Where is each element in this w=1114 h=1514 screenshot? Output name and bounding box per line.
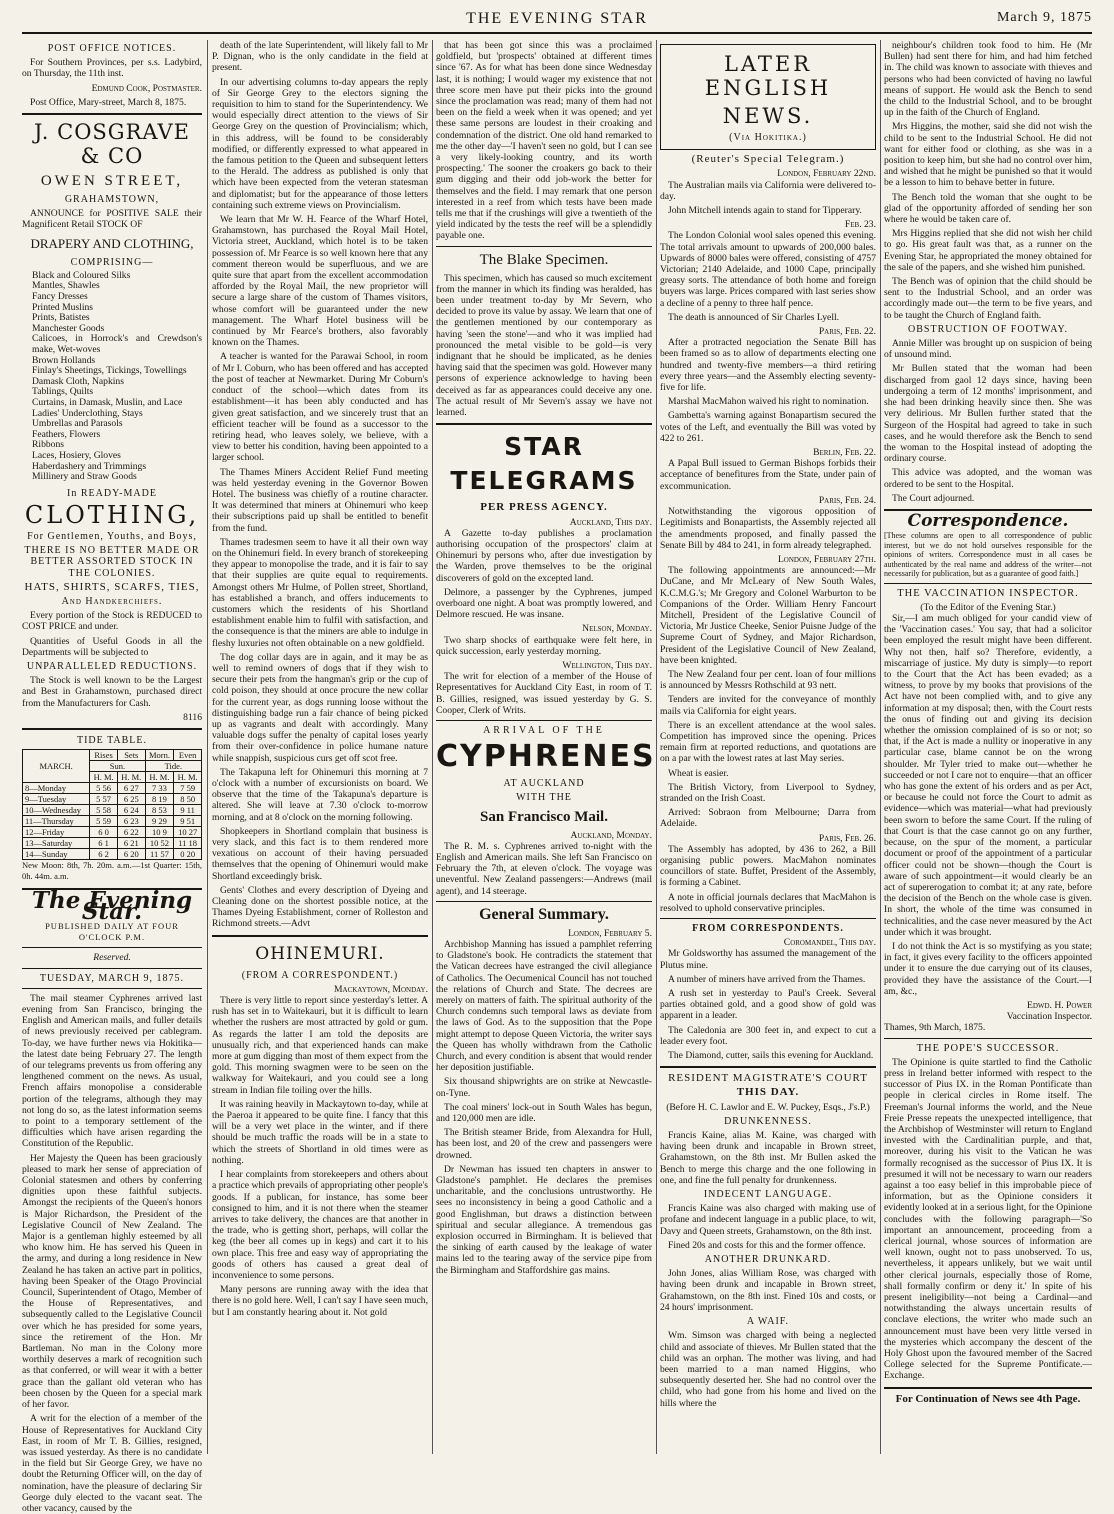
tide-cell: 7 59: [174, 783, 202, 794]
popes-successor-heading: THE POPE'S SUCCESSOR.: [916, 1042, 1060, 1054]
advert-item-list: [22, 271, 202, 483]
court-paragraph: Francis Kaine, alias M. Kaine, was charged with having been drunk and incapable in Brown street, Grahamstown, on the 8th inst. Mr Bullen asked the Bench to merge this charge and the one following in one, and fine the full penalty for drunkenness.: [660, 1130, 876, 1186]
tide-cell: 5 58: [90, 805, 118, 816]
correspondents-paragraph: A number of miners have arrived from the Thames.: [668, 973, 866, 985]
english-dateline: Paris, Feb. 26.: [818, 832, 876, 844]
column-rule: [207, 40, 208, 1454]
english-paragraph: Arrived: Sobraon from Melbourne; Darra from Adelaide.: [660, 807, 876, 830]
english-dateline: Paris, Feb. 22.: [818, 326, 876, 338]
advert-item: Umbrellas and Parasols: [32, 418, 123, 430]
english-dateline: London, February 27th.: [777, 553, 876, 565]
advert-item: Printed Muslins: [32, 301, 94, 313]
tide-cell: 7 33: [145, 783, 174, 794]
court-subheading: DRUNKENNESS.: [724, 1115, 812, 1127]
tide-cell: 6 20: [117, 849, 145, 860]
tide-cell: 11—Thursday: [23, 816, 90, 827]
news-paragraph: The dog collar days are in again, and it may be as well to remind owners of dogs that if they wish to secure their pets from the hangman's grip or the cup of cold poison, they should at once procure the new collar for the current year, as dogs running loose without the distinguishing badge run a fair chance of being picked up as vagrants and dealt with accordingly. Many valuable dogs suffer the penalty of capital loses yearly from their over-confidence in police humane nature while snappish, suspicious curs get off scot free.: [212, 651, 428, 764]
english-dateline: Feb. 23.: [844, 219, 876, 231]
post-office-signature: Edmund Cook, Postmaster.: [91, 82, 202, 94]
advert-item: Fancy Dresses: [32, 291, 88, 303]
advert-item: Calicoes, in Horrock's and Crewdson's make, Wet-woves: [32, 333, 202, 355]
court-paragraph: The Bench was of opinion that the child should be sent to the Industrial School, and an order was accordingly made out—the term to be five years, and to be taught the Church of England faith.: [884, 276, 1092, 321]
telegram-dateline: Wellington, This day.: [562, 659, 652, 671]
court-paragraph: neighbour's children took food to him. He (Mr Bullen) had sent there for him, and had him fetched in. The child was known to associate with thieves and persons who had been convicted of having no lawful means of support. He would ask the Bench to send the child to the Industrial School, and to be brought up in the faith of the Church of England.: [884, 40, 1092, 119]
advert-firm-name: J. COSGRAVE & CO: [33, 120, 190, 169]
column-4: [660, 40, 876, 1458]
column-5: [884, 40, 1092, 1458]
advert-item: Damask Cloth, Napkins: [32, 375, 124, 387]
english-paragraph: Marshal MacMahon waived his right to nomination.: [668, 396, 869, 408]
ohinemuri-paragraph: There is very little to report since yesterday's letter. A rush has set in to Waitekauri, but it is difficult to learn whether the rushers are most attracted by gold or gum. As regards the latter I am told the deposits are unusually rich, and that experienced hands can make more at gum digging than most of them expect from the gold. This morning swagmen were to be seen on the walkway for Waitekauri, and you could see a long stream in Indian file toiling over the hills.: [212, 995, 428, 1096]
column-3: [436, 40, 656, 1458]
tide-cell: 6 25: [117, 794, 145, 805]
english-dateline: Berlin, Feb. 22.: [813, 447, 876, 459]
court-subheading: INDECENT LANGUAGE.: [703, 1189, 833, 1201]
english-paragraph: A Papal Bull issued to German Bishops forbids their acceptance of benefitures from the State, under pain of excommunication.: [660, 458, 876, 492]
summary-paragraph: The British steamer Bride, from Alexandra for Hull, has been lost, and 20 of the crew and passengers were drowned.: [436, 1127, 652, 1161]
paper-published: PUBLISHED DAILY AT FOUR O'CLOCK P.M.: [45, 920, 179, 943]
english-paragraph: There is an excellent attendance at the wool sales. Competition has improved since the opening. Prices remain firm at reported reductions, and quotations are on a par with the lowest rates at last May series.: [660, 719, 876, 765]
divider: [436, 246, 652, 247]
tide-row: [23, 827, 202, 838]
telegram-paragraph: The writ for election of a member of the House of Representatives for Auckland City East, in room of T. B. Gillies, resigned, was issued yesterday by G. S. Cooper, Clerk of Writs.: [436, 671, 652, 716]
tide-cell: 6 23: [117, 816, 145, 827]
tide-cell: 6 24: [117, 805, 145, 816]
tide-cell: 6 0: [90, 827, 118, 838]
tide-cell: 0 20: [174, 849, 202, 860]
divider: [212, 935, 428, 937]
court-paragraph: Wm. Simson was charged with being a neglected child and associate of thieves. Mr Bullen stated that the child was an orphan. The mother was living, and had been married to a man named Higgins, who subsequently deserted her. She had no control over the child, who had gone from his home and lived on the hills where the: [660, 1330, 876, 1409]
advert-street: OWEN STREET,: [40, 173, 184, 190]
tide-unit: H. M.: [90, 772, 118, 783]
advert-better-stock: THERE IS NO BETTER MADE OR BETTER ASSORTED STOCK IN THE COLONIES.: [24, 545, 200, 579]
divider: [22, 113, 202, 115]
english-paragraph: The death is announced of Sir Charles Lyell.: [668, 311, 840, 323]
column-2: [212, 40, 428, 1458]
popes-successor-paragraph: The Opinione is quite startled to find the Catholic press in Ireland better informed with respect to the successor of Pius IX. in the Roman Pontificate than people in clerical circles in Rome itself. The Freeman's Journal informs the world, and the Neue Freie Presse repeats the unexpected intelligence, that the Archbishop of Westminster will return to England invested with the Cardinalitian purple, and that, moreover, during his visit to the Vatican he was formally recognised as the successor of Pius IX. It is presumed it will not be necessary to warn our readers against a too easy belief in this improbable piece of information, but as the Opinione considers it evidently looked at in a serious light, for the Opinione concludes with the following paragraph—'So important an announcement, proceeding from a clerical journal, whose sources of information are well known, ought not to pass unobserved. To us, nevertheless, it appears unlikely, but we wait until other clerical journals, especially those of Rome, shall formally confirm or deny it.' In spite of his present ineligibility—not being a Cardinal—and notwithstanding the always uncertain results of conclave elections, the writer who made such an announcement must have been very little versed in the mysteries which accompany the descent of the Holy Ghost upon the favoured member of the Sacred College selected for the Supreme Pontificate.—Exchange.: [884, 1056, 1092, 1382]
english-paragraph: Wheat is easier.: [668, 767, 729, 779]
advert-clothing: CLOTHING,: [24, 500, 200, 529]
ohinemuri-subheading: (FROM A CORRESPONDENT.): [241, 969, 399, 981]
tide-row: [23, 838, 202, 849]
tide-cell: 5 59: [90, 816, 118, 827]
divider: [22, 988, 202, 989]
news-paragraph: The Takapuna left for Ohinemuri this morning at 7 o'clock with a number of excursionists on board. We observe that the time of the Takapuna's departure is altered. She will leave at 7.30 o'clock to-morrow morning, and at 8 o'clock on the morning following.: [212, 766, 428, 823]
advert-number: 8116: [183, 711, 202, 723]
tide-cell: 8—Monday: [23, 783, 90, 794]
court-paragraph: Mrs Higgins replied that she did not wish her child to go. His great fault was that, as a runner on the Evening Star, he appropriated the money obtained for the sale of the papers, and she wished him punished.: [884, 228, 1092, 273]
divider: [884, 583, 1092, 584]
english-paragraph: Tenders are invited for the conveyance of monthly mails via California for eight years.: [660, 694, 876, 717]
divider: [22, 728, 202, 730]
tide-cell: 12—Friday: [23, 827, 90, 838]
tide-moon-note: New Moon: 8th, 7h. 20m. a.m.—1st Quarter: 15th, 0h. 44m. a.m.: [22, 860, 202, 882]
english-dateline: Paris, Feb. 24.: [818, 494, 876, 506]
court-paragraph: John Jones, alias William Rose, was charged with having been drunk and incapable in Brown street, Grahamstown, on the 8th inst. Fined 10s and costs, or 24 hours' imprisonment.: [660, 1268, 876, 1313]
paper-title: The Evening Star.: [31, 886, 193, 925]
advert-readymade: In READY-MADE: [67, 487, 157, 499]
press-agency-heading: PER PRESS AGENCY.: [480, 501, 608, 514]
tide-header-row: [23, 750, 202, 761]
news-paragraph: A teacher is wanted for the Parawai School, in room of Mr I. Coburn, who has been offered and has accepted the post of teacher at Newmarket. During Mr Coburn's conduct of the school—which dates from its establishment—it has been ably conducted and has given great satisfaction, and we sincerely trust that an efficient teacher will be found as a successor to the retiring head, who leaves solely, we believe, with a view to better his condition, having been appointed to a larger school.: [212, 351, 428, 464]
vaccination-heading: THE VACCINATION INSPECTOR.: [897, 587, 1079, 599]
advert-every-portion: Every portion of the Stock is REDUCED to COST PRICE and under.: [22, 610, 202, 633]
court-subheading: A WAIF.: [746, 1316, 790, 1328]
english-paragraph: John Mitchell intends again to stand for Tipperary.: [668, 205, 862, 217]
via-hokitika: (Via Hokitika.): [729, 132, 807, 143]
masthead: [22, 6, 1092, 34]
masthead-date: March 9, 1875: [996, 10, 1092, 25]
tide-cell: 11 18: [174, 838, 202, 849]
correspondents-heading: FROM CORRESPONDENTS.: [692, 923, 844, 934]
telegram-paragraph: A Gazette to-day publishes a proclamation authorising occupation of the prospectors' claim at Ohinemuri by persons who, after due investigation by the Warden, prove themselves to be the original discoverers of gold on the excepted land.: [436, 527, 652, 584]
post-office-text: For Southern Provinces, per s.s. Ladybird, on Thursday, the 11th inst.: [22, 57, 202, 80]
advert-item: Manchester Goods: [32, 322, 105, 334]
editorial-paragraph: The mail steamer Cyphrenes arrived last evening from San Francisco, bringing the English and American mails, and fuller details of news previously received per cablegram. To-day, we have further news via Hokitika—the latest date being February 27. The length of our telegrams prevents us from offering any lengthened comment on the news. As usual, French affairs monopolise a considerable portion of the telegrams, although they may not long do so, as the latest information seems to point to a temporary settlement of the difficulties which have arisen regarding the Constitution of the Republic.: [22, 992, 202, 1150]
tide-cell: 14—Sunday: [23, 849, 90, 860]
advert-for-gentlemen: For Gentlemen, Youths, and Boys,: [27, 530, 197, 542]
column-rule: [656, 40, 657, 1454]
tide-cell: 5 56: [90, 783, 118, 794]
column-rule: [432, 40, 433, 1454]
correspondents-paragraph: A rush set in yesterday to Paul's Creek. Several parties obtained gold, and a good show of gold was apparent in a leader.: [660, 988, 876, 1022]
tide-col-rises: Rises: [90, 750, 118, 761]
court-paragraph: Mrs Higgins, the mother, said she did not wish the child to be sent to the Industrial School. He did not want for either food or clothing, as she was in a position to keep him, but she had no control over him, and wished that he might be punished so that it would be a lesson to him to behave better in future.: [884, 121, 1092, 189]
advert-comprising: COMPRISING—: [70, 256, 154, 268]
court-paragraph: Francis Kaine was also charged with making use of profane and indecent language in a public place, to wit, Davy and Queen streets, Grahamstown, on the 8th inst.: [660, 1203, 876, 1237]
this-day-heading: THIS DAY.: [736, 1086, 800, 1099]
arrival-paragraph: The R. M. s. Cyphrenes arrived to-night with the English and American mails. She left San Francisco on February the 7th, at eleven o'clock. The voyage was uneventful. New Zealand passengers:—Andrews (mail agent), and 14 steerage.: [436, 840, 652, 897]
english-paragraph: A note in official journals declares that MacMahon is resolved to uphold conservative principles.: [660, 891, 876, 914]
news-paragraph: In our advertising columns to-day appears the reply of Sir George Grey to the electors signing the requisition to him to stand for the Superintendency. We would especially direct attention to the views of Sir George Grey on the question of Provincialism; which, in this address, will be found to be considerably modified, or differently expressed to what appeared in the famous petition to the Queen and subsequent letters to the Herald. The address as published is only that which have been expected from the veteran statesman and diplomatist; but for the appearance of those letters containing such extreme views on Provincialism.: [212, 76, 428, 211]
tide-col-even: Even: [174, 750, 202, 761]
correspondence-heading: Correspondence.: [907, 510, 1069, 531]
news-paragraph: The Thames Miners Accident Relief Fund meeting was held yesterday evening in the Governor Bowen Hotel. The business was chiefly of a routine character. It was determined that miners at Ohinemuri who keep their subscriptions paid up shall be entitled to benefit from the fund.: [212, 466, 428, 534]
advert-stock-known: The Stock is well known to be the Largest and Best in Grahamstown, purchased direct from the Manufacturers for Cash.: [22, 675, 202, 709]
tide-unit: H. M.: [145, 772, 174, 783]
tide-sub-sun: Sun.: [90, 761, 145, 772]
star-telegrams-heading: STAR TELEGRAMS: [450, 432, 638, 496]
advert-item: Millinery and Straw Goods: [32, 471, 137, 483]
advert-quantities: Quantities of Useful Goods in all the Departments will be subjected to: [22, 635, 202, 658]
editorial-paragraph: Her Majesty the Queen has been graciously pleased to mark her sense of appreciation of Colonial statesmen and others by conferring dignities upon these faithful subjects. Amongst the recipients of the Queen's honors is Major Richardson, the President of the Legislative Council of New Zealand. The Major is a gentleman highly esteemed by all who know him. He has served his Queen in the army, and during a long residence in New Zealand he has taken an active part in politics, having been Speaker of the Otago Provincial Council, Superintendent of Otago, Member of the House of Representatives, and subsequently called to the Legislative Council over which he has presided for some years, since the retirement of the Hon. Mr Bartleman. No man in the Colony more worthily deserves a mark of recognition such as that conferred, or will wear it with a better grace than the gallant old veteran who has been chosen by the Queen for a special mark of her favor.: [22, 1152, 202, 1411]
ohinemuri-paragraph: Many persons are running away with the idea that there is no gold here. Well, I can't say I have seen much, but I am constantly hearing about it. Not gold: [212, 1284, 428, 1318]
english-paragraph: The Australian mails via California were delivered to-day.: [660, 179, 876, 202]
tide-cell: 11 57: [145, 849, 174, 860]
english-paragraph: The British Victory, from Liverpool to Sydney, stranded on the Irish Coast.: [660, 781, 876, 804]
ohinemuri-heading: OHINEMURI.: [255, 943, 385, 964]
advert-item: Ladies' Underclothing, Stays: [32, 407, 143, 419]
tide-cell: 10—Wednesday: [23, 805, 90, 816]
english-paragraph: The following appointments are announced:—Mr DuCane, and Mr McLeary of New South Wales, K.C.M.G.'s; Mr Gregory and Colonel Warburton to be Companions of the Order. William Henry Fancourt Mitchell, President of the Legislative Council of Victoria, Mr Justice Cheeke, Senior Puisne Judge of the Supreme Court of Sydney, and Major Richardson, President of the Legislative Council of New Zealand, have been knighted.: [660, 565, 876, 666]
tide-table: [22, 749, 202, 860]
advert-item: Brown Hollands: [32, 354, 96, 366]
tide-cell: 13—Saturday: [23, 838, 90, 849]
vaccination-title: Vaccination Inspector.: [1006, 1011, 1092, 1023]
tide-cell: 10 9: [145, 827, 174, 838]
ohinemuri-dateline: Mackaytown, Monday.: [333, 983, 428, 995]
tide-cell: 5 57: [90, 794, 118, 805]
news-paragraph: Thames tradesmen seem to have it all their own way on the Ohinemuri field. In every branch of storekeeping they appear to monopolise the trade, and it is fair to say that their supplies are quite equal to requirements. Amongst others Mr Hulme, of Pollen street, Shortland, has established a branch, and offers inducements to customers which the residents of his Shortland establishment enable him to fulfil with satisfaction, and the consequence is that the miners are able to indulge in fleshy luxuries not often obtainable on a new goldfield.: [212, 536, 428, 649]
magistrates-court-heading: RESIDENT MAGISTRATE'S COURT: [668, 1072, 868, 1085]
tide-cell: 6 21: [117, 838, 145, 849]
court-subheading: OBSTRUCTION OF FOOTWAY.: [908, 323, 1068, 335]
advert-item: Curtains, in Damask, Muslin, and Lace: [32, 396, 183, 408]
ohinemuri-paragraph: I hear complaints from storekeepers and others about a practice which prevails of appropriating other people's goods. If a publican, for instance, has some beer consigned to him, and it is not there when the steamer arrives to take delivery, the chances are that another in the trade, who is getting short, perhaps, will collar the keg (the beer all comes up in kegs) and cart it to his own place. This free and easy way of appropriating the goods of others has caused a great deal of inconvenience to some persons.: [212, 1169, 428, 1281]
tide-row: [23, 805, 202, 816]
english-paragraph: The Assembly has adopted, by 436 to 262, a Bill organising public powers. MacMahon nominates councillors of state. Buffet, President of the Assembly, is forming a Cabinet.: [660, 843, 876, 889]
divider: [436, 901, 652, 902]
vaccination-date: Thames, 9th March, 1875.: [884, 1022, 986, 1034]
summary-paragraph: Six thousand shipwrights are on strike at Newcastle-on-Tyne.: [436, 1076, 652, 1099]
tide-cell: 6 27: [117, 783, 145, 794]
advert-item: Black and Coloured Silks: [32, 269, 131, 281]
advert-item: Tablings, Quilts: [32, 386, 94, 398]
divider: [660, 1066, 876, 1068]
advert-drapery: DRAPERY AND CLOTHING,: [30, 235, 194, 251]
news-paragraph: that has been got since this was a proclaimed goldfield, but 'prospects' obtained at different times since '67. As for what has been done since Wednesday last, it is nothing; I would wager my existence that not three score men have put their picks into the ground since the proclamation was read; many of them had not been on the field a week when it was opened; and yet these same persons are loudest in their croaking and condemnation of the district. One old hand remarked to me the other day—'I haven't seen no gold, but I can see a very likely-looking country, and its worth prospecting.' The sooner the croakers go back to their gum digging and their odd job-work the better for themselves and the field. I may remark that one person interested in a reef from which tests have been made tells me that if the crushings will give a twentieth of the yield indicated by the tests the reef will be a splendidly payable one.: [436, 40, 652, 242]
tide-col-sets: Sets: [117, 750, 145, 761]
tide-cell: 6 2: [90, 849, 118, 860]
divider: [436, 720, 652, 721]
tide-row: [23, 783, 202, 794]
news-paragraph: death of the late Superintendent, will likely fall to Mr P. Dignan, who is the only candidate in the field at present.: [212, 40, 428, 74]
advert-item: Ribbons: [32, 439, 64, 451]
summary-paragraph: Dr Newman has issued ten chapters in answer to Gladstone's pamphlet. He declares the premises uncharitable, and the conclusions untrustworthy. He sees no inconsistency in being a good Catholic and a good Englishman, but draws a distinction between spiritual and secular allegiance. A tremendous gas explosion occurred in Birmingham. It is believed that the sinking of earth caused by the leakage of water mains led to the tearing away of the service pipe from the Birmingham and Staffordshire gas mains.: [436, 1163, 652, 1276]
tide-cell: 8 50: [174, 794, 202, 805]
correspondence-note: [These columns are open to all correspondence of public interest, but we do not hold ourselves responsible for the opinions of writers. Correspondence must in all cases be authenticated by the real name and address of the writer—not necessarily for publication, but as a guarantee of good faith.]: [884, 531, 1092, 579]
tide-row: [23, 816, 202, 827]
tide-cell: 10 52: [145, 838, 174, 849]
summary-paragraph: Archbishop Manning has issued a pamphlet referring to Gladstone's book. He contradicts the statement that the Vatican decrees have estranged the civil allegiance of Catholics. The Oecumenical Council has not touched the relations of Church and State. The decrees are merely on matters of faith. The spiritual authority of the Church condemns such temporal laws as deviate from the laws of God. As to the supposition that the Pope might attempt to depose Queen Victoria, the writer says the Queen has wholly withdrawn from the Catholic Church, and every condition is absent that would render her deposition justifiable.: [436, 938, 652, 1074]
english-paragraph: After a protracted negociation the Senate Bill has been framed so as to allow of departments electing one hundred and twenty-five members—a third retiring every three years—and the Assembly electing seventy-five for life.: [660, 337, 876, 394]
divider: [884, 1387, 1092, 1389]
san-francisco-mail-heading: San Francisco Mail.: [480, 808, 608, 825]
advert-item: Finlay's Sheetings, Tickings, Towellings: [32, 365, 187, 377]
court-paragraph: Fined 20s and costs for this and the former offence.: [668, 1239, 866, 1251]
masthead-title: THE EVENING STAR: [466, 10, 648, 27]
editorial-paragraph: A writ for the election of a member of the House of Representatives for Auckland City East, in room of Mr T. B. Gillies, resigned, was issued yesterday. As there is no candidate in the field but Sir George Grey, we have no doubt the Returning Officer will, on the day of nomination, have the pleasure of declaring Sir George duly elected to the vacant seat. The other vacancy, caused by the: [22, 1413, 202, 1514]
tide-sub-tide: Tide.: [145, 761, 201, 772]
correspondents-paragraph: Mr Goldsworthy has assumed the management of the Plutus mine.: [660, 948, 876, 971]
vaccination-paragraph: Sir,—I am much obliged for your candid view of the 'Vaccination cases.' You say, that had a solicitor been employed the result might have been different. Why not then, half so? Therefore, evidently, a miscarriage of justice. My duty is simply—to report to the Court that the Act has been evaded; as a witness, to prove by my books that provisions of the Act have not been complied with, and to give any information at my disposal; then, with the Court rests the onus of finding out and giving its decision whether the omission complained of is so or not; so that, if the Act is made a nullity or inoperative in any particular case, blame cannot be on the wrong shoulder. Mr Tyler tried to make out—whether he succeeded or not I care not to enquire—that an officer who has gone the extent of his orders and as per Act, or because he could not force the Court to admit as evidence—which was material—what had previously been sworn to before the same Court. If the ruling of that Court is that the case cannot go on any further, because, on the spur of the moment, a particular document or proof of the appointment of a particular officer could not be shown—though the Court is aware of such appointment—it would clearly be an act of supererogation to combat it; at any rate, before the decision of the Bench on the whole case is given. In short, the whole of the time was consumed in technicalities, and the case never measured by the Act under which it was brought.: [884, 613, 1092, 938]
tide-cell: 9—Tuesday: [23, 794, 90, 805]
later-english-news-box: [660, 44, 876, 150]
court-subheading: ANOTHER DRUNKARD.: [704, 1254, 832, 1266]
divider: [22, 947, 202, 948]
tide-table-body: [23, 783, 202, 860]
advert-handkerchiefs: And Handkerchiefs.: [61, 595, 163, 607]
general-summary-heading: General Summary.: [479, 905, 609, 923]
news-heading: NEWS.: [722, 104, 814, 128]
telegram-paragraph: Two sharp shocks of earthquake were felt here, in quick succession, early yesterday morning.: [436, 634, 652, 657]
tide-table-heading: TIDE TABLE.: [76, 734, 147, 746]
telegram-dateline: Auckland, This day.: [569, 516, 652, 528]
paper-date: TUESDAY, MARCH 9, 1875.: [39, 972, 185, 984]
english-dateline: London, February 22nd.: [777, 168, 876, 180]
tide-row: [23, 794, 202, 805]
paper-reserved: Reserved.: [93, 952, 131, 964]
advert-item: Prints, Batistes: [32, 312, 90, 324]
court-paragraph: Mr Bullen stated that the woman had been discharged from gaol 12 days since, having been undergoing a term of 12 months' imprisonment, and she had been drinking heavily since then. She was very delirious. Mr Bullen further stated that the Surgeon of the Hospital had agreed to take in such cases, and he would therefore ask the Bench to send the woman to the Hospital instead of adopting the ordinary course.: [884, 363, 1092, 465]
divider: [660, 918, 876, 919]
advert-item: Feathers, Flowers: [32, 428, 101, 440]
telegram-paragraph: Delmore, a passenger by the Cyphrenes, jumped overboard one night. A boat was promptly lowered, and Delmore rescued. He was insane.: [436, 586, 652, 621]
arrival-with: WITH THE: [516, 792, 572, 804]
advert-item: Mantles, Shawles: [32, 280, 100, 292]
correspondents-paragraph: The Caledonia are 300 feet in, and expect to cut a leader every foot.: [660, 1024, 876, 1047]
ohinemuri-paragraph: It was raining heavily in Mackaytown to-day, while at the Paeroa it appeared to be quite fine. I fancy that this will be a very wet place in the winter, and if there should be much traffic the roads will be in a state to which the streets of Shortland in old times were as nothing.: [212, 1098, 428, 1166]
news-paragraph: Shopkeepers in Shortland complain that business is very slack, and this fact is to them rendered more vexatious on account of their having persuaded themselves that the opening of Ohinemuri would make Shortland exceedingly brisk.: [212, 825, 428, 882]
divider: [436, 423, 652, 425]
news-paragraph: We learn that Mr W. H. Fearce of the Wharf Hotel, Grahamstown, has purchased the Royal Mail Hotel, Victoria street, Auckland, which hotel is to be taken possession of. Mr Fearce is so well known here that any comment thereon would be superfluous, and we are quite sure that apart from the excellent accommodation afforded by the Royal Mail, the new proprietor will secure a large share of the custom of Thames visitors, whose comfort will be guaranteed under the new management. The Wharf Hotel business will be continued by Mr Fearce's brothers, also favorably known on the Thames.: [212, 214, 428, 349]
english-paragraph: Gambetta's warning against Bonapartism secured the votes of the Left, and eventually the Bill was voted by 422 to 261.: [660, 410, 876, 444]
summary-dateline: London, February 5.: [568, 927, 652, 939]
english-paragraph: The New Zealand four per cent. loan of four millions is announced by Messrs Rothschild at 93 nett.: [660, 668, 876, 692]
tide-cell: 6 1: [90, 838, 118, 849]
post-office-heading: POST OFFICE NOTICES.: [47, 43, 177, 54]
arrival-heading: ARRIVAL OF THE: [483, 724, 605, 736]
tide-cell: 6 22: [117, 827, 145, 838]
telegram-dateline: Nelson, Monday.: [582, 623, 652, 635]
post-office-place: Post Office, Mary-street, March 8, 1875.: [30, 96, 187, 108]
reuter-heading: (Reuter's Special Telegram.): [691, 153, 845, 166]
summary-paragraph: The coal miners' lock-out in South Wales has begun, and 120,000 men are idle.: [436, 1101, 652, 1125]
tide-cell: 10 27: [174, 827, 202, 838]
cyphrenes-heading: CYPHRENES: [436, 739, 656, 775]
column-1: [22, 40, 202, 1514]
divider: [22, 968, 202, 969]
later-english-heading: LATER ENGLISH: [704, 52, 832, 100]
english-paragraph: Notwithstanding the vigorous opposition of Legitimists and Bonapartists, the Assembly rejected all the amendments proposed, and finally passed the Senate Bill by 484 to 241, in form already telegraphed.: [660, 506, 876, 551]
vaccination-paragraph: I do not think the Act is so mystifying as you state; in fact, it gives every facility to the officers appointed under it to ensure the due carrying out of its clauses, provided they have the assistance of the Court.—I am, &c.,: [884, 940, 1092, 997]
correspondents-paragraph: The Diamond, cutter, sails this evening for Auckland.: [668, 1050, 874, 1062]
tide-cell: 8 19: [145, 794, 174, 805]
tide-cell: 9 11: [174, 805, 202, 816]
court-before: (Before H. C. Lawlor and E. W. Puckey, Esqs., J's.P.): [666, 1101, 870, 1113]
advert-item: Laces, Hosiery, Gloves: [32, 449, 121, 461]
tide-unit: H. M.: [117, 772, 145, 783]
advert-item: Haberdashery and Trimmings: [32, 460, 147, 472]
news-paragraph: Gents' Clothes and every description of Dyeing and Cleaning done on the shortest possible notice, at the Thames Dyeing Establishment, corner of Rolleston and Richmond streets.—Advt: [212, 884, 428, 930]
advert-hats: HATS, SHIRTS, SCARFS, TIES,: [24, 580, 200, 593]
court-paragraph: This advice was adopted, and the woman was ordered to be sent to the Hospital.: [884, 467, 1092, 490]
tide-col-morn: Morn.: [145, 750, 174, 761]
vaccination-signature: Edwd. H. Power: [1026, 999, 1092, 1011]
arrival-dateline: Auckland, Monday.: [570, 829, 652, 841]
tide-unit: H. M.: [174, 772, 202, 783]
advert-announce: ANNOUNCE for POSITIVE SALE their Magnificent Retail STOCK OF: [22, 208, 202, 231]
continuation-note: For Continuation of News see 4th Page.: [895, 1392, 1081, 1405]
blake-paragraph: This specimen, which has caused so much excitement from the manner in which its finding was heralded, has been under treatment to-day by Mr Severn, who decided to prove its value by assay. We learn that one of the gentlemen mentioned by our contemporary as having 'seen the stone'—and who it was implied had pronounced the metal visible to be gold—is very indignant that he should be implicated, as he denies having said that the specimen was gold. However many persons of experience acknowledge to having been deceived as far as appearances could deceive any one. The actual result of Mr Severn's assay we have not learned.: [436, 272, 652, 419]
tide-cell: 9 51: [174, 816, 202, 827]
tide-col-month: MARCH.: [23, 750, 90, 783]
court-paragraph: Annie Miller was brought up on suspicion of being of unsound mind.: [884, 338, 1092, 361]
english-paragraph: The London Colonial wool sales opened this evening. The total arrivals amount to upwards of 200,000 bales. Upwards of 8000 bales were offered, consisting of 4757 Victorian; 2140 Adelaide, and 1000 Cape, principally greasy sorts. The attendance of both home and foreign buyers was large. Prices compared with last series show a decline of a penny to three half pence.: [660, 230, 876, 309]
tide-row: [23, 849, 202, 860]
advert-unparalleled: UNPARALLELED REDUCTIONS.: [26, 660, 198, 672]
court-paragraph: The Bench told the woman that she ought to be glad of the opportunity afforded of sending her son where he would be taken care of.: [884, 191, 1092, 226]
court-paragraph: The Court adjourned.: [892, 492, 975, 504]
correspondents-dateline: Coromandel, This day.: [783, 937, 876, 949]
tide-cell: 8 53: [145, 805, 174, 816]
divider: [884, 1038, 1092, 1039]
tide-cell: 9 29: [145, 816, 174, 827]
vaccination-to-editor: (To the Editor of the Evening Star.): [920, 601, 1056, 613]
column-rule: [880, 40, 881, 1454]
advert-town: GRAHAMSTOWN,: [64, 194, 160, 206]
arrival-at: AT AUCKLAND: [503, 778, 585, 790]
blake-heading: The Blake Specimen.: [479, 251, 609, 268]
